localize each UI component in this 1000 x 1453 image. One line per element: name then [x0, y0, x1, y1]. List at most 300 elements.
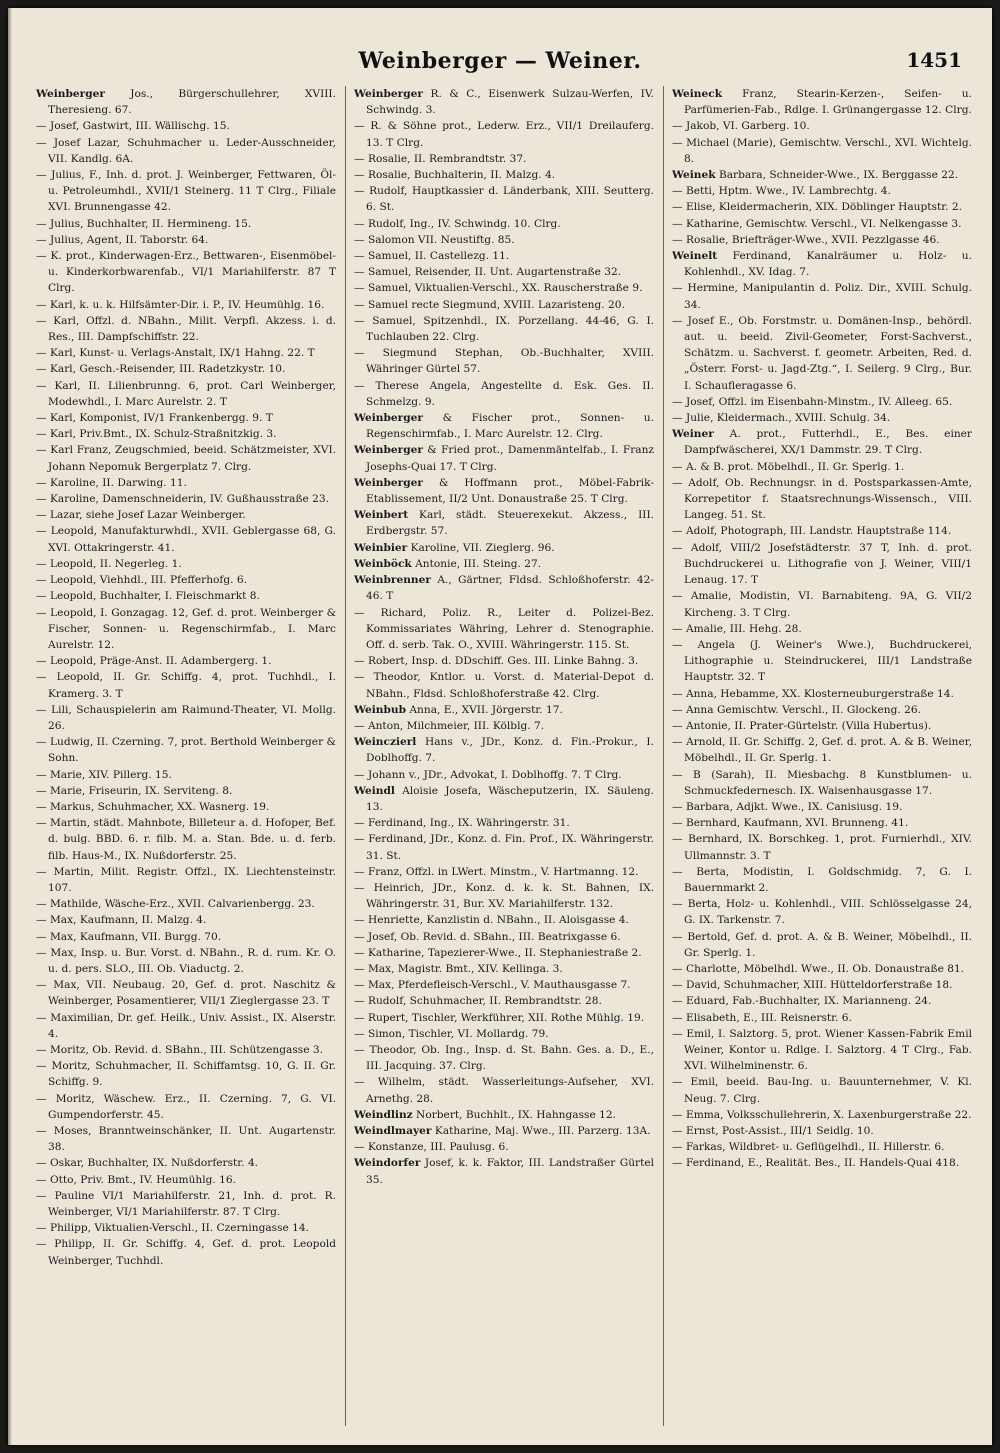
entry-text: — Siegmund Stephan, Ob.-Buchhalter, XVIII. Währinger Gürtel 57.	[354, 347, 654, 376]
directory-entry	[354, 767, 654, 783]
entry-text: — Johann v., JDr., Advokat, I. Doblhoffg. 7. T Clrg.	[354, 768, 622, 781]
directory-entry	[672, 961, 972, 977]
entry-text: — Bernhard, IX. Borschkeg. 1, prot. Furnierhdl., XIV. Ullmannstr. 3. T	[672, 833, 972, 862]
entry-text: — Maximilian, Dr. gef. Heilk., Univ. Assist., IX. Alserstr. 4.	[36, 1011, 336, 1040]
directory-entry	[354, 1107, 654, 1123]
entry-text: — Theodor, Kntlor. u. Vorst. d. Material-Depot d. NBahn., Fldsd. Schloßhoferstraße 42. Clrg.	[354, 671, 654, 700]
entry-text: — Robert, Insp. d. DDschiff. Ges. III. Linke Bahng. 3.	[354, 655, 639, 668]
directory-entry	[354, 151, 654, 167]
entry-text: — Karl, Offzl. d. NBahn., Milit. Verpfl. Akzess. i. d. Res., III. Dampfschiffstr. 22.	[36, 314, 336, 344]
entry-text: — Samuel, Spitzenhdl., IX. Porzellang. 44-46, G. I. Tuchlauben 22. Clrg.	[354, 314, 654, 344]
entry-text: — Josef Lazar, Schuhmacher u. Leder-Ausschneider, VII. Kandlg. 6A.	[36, 136, 336, 165]
entry-text: — Rosalie, Briefträger-Wwe., XVII. Pezzlgasse 46.	[672, 233, 940, 246]
directory-entry	[672, 718, 972, 734]
entry-text: — Josef, Offzl. im Eisenbahn-Minstm., IV. Alleeg. 65.	[672, 395, 953, 408]
entry-surname: Weinberger	[354, 444, 423, 457]
directory-entry	[672, 1107, 972, 1123]
column-2	[354, 86, 654, 1426]
entry-text: — Philipp, II. Gr. Schiffg. 4, Gef. d. prot. Leopold Weinberger, Tuchhdl.	[36, 1238, 336, 1267]
directory-entry	[36, 783, 336, 799]
entry-text: — Leopold, Buchhalter, I. Fleischmarkt 8.	[36, 590, 260, 603]
directory-entry	[672, 459, 972, 475]
directory-entry	[36, 864, 336, 896]
directory-entry	[36, 588, 336, 604]
entry-text: — Karoline, II. Darwing. 11.	[36, 476, 187, 489]
entry-text: — R. & Söhne prot., Lederw. Erz., VII/1 Dreilauferg. 13. T Clrg.	[354, 120, 654, 149]
entry-text: — Otto, Priv. Bmt., IV. Heumühlg. 16.	[36, 1173, 236, 1186]
directory-entry	[672, 1155, 972, 1171]
directory-entry	[672, 523, 972, 539]
entry-text: — Julius, Agent, II. Taborstr. 64.	[36, 233, 209, 246]
entry-text: — Josef, Gastwirt, III. Wällischg. 15.	[36, 120, 230, 133]
directory-entry	[672, 394, 972, 410]
entry-surname: Weindlinz	[354, 1108, 413, 1121]
directory-entry	[354, 831, 654, 863]
directory-entry	[354, 815, 654, 831]
page-header	[38, 44, 962, 80]
directory-entry	[354, 280, 654, 296]
entry-text: — Bertold, Gef. d. prot. A. & B. Weiner, Möbelhdl., II. Gr. Sperlg. 1.	[672, 930, 972, 959]
entry-text: R. & C., Eisenwerk Sulzau-Werfen, IV. Schwindg. 3.	[366, 88, 654, 117]
entry-text: — Bernhard, Kaufmann, XVI. Brunneng. 41.	[672, 817, 909, 830]
entry-text: — Max, Pferdefleisch-Verschl., V. Mauthausgasse 7.	[354, 979, 631, 992]
directory-entry	[672, 993, 972, 1009]
entry-text: & Hoffmann prot., Möbel-Fabrik-Etablissement, II/2 Unt. Donaustraße 25. T Clrg.	[366, 476, 654, 506]
directory-entry	[36, 297, 336, 313]
entry-text: — Adolf, Photograph, III. Landstr. Hauptstraße 114.	[672, 525, 952, 538]
entry-text: — Adolf, VIII/2 Josefstädterstr. 37 T, Inh. d. prot. Buchdruckerei u. Lithografie von J. Weiner, VIII/1 Lenaug. 17. T	[672, 541, 972, 587]
directory-entry	[36, 135, 336, 167]
entry-surname: Weineck	[672, 88, 723, 100]
running-title: Weinberger — Weiner.	[358, 48, 642, 74]
directory-entry	[672, 637, 972, 686]
directory-entry	[354, 345, 654, 377]
entry-text: — Ferdinand, E., Realität. Bes., II. Handels-Quai 418.	[672, 1157, 960, 1170]
entry-text: — Julius, F., Inh. d. prot. J. Weinberger, Fettwaren, Öl- u. Petroleumhdl., XVII/1 Steinerg. 11 T Clrg., Filiale XVI. Brunnengasse 42.	[36, 169, 336, 214]
directory-entry	[36, 345, 336, 361]
directory-entry	[354, 734, 654, 766]
directory-entry	[354, 264, 654, 280]
directory-entry	[672, 864, 972, 896]
directory-entry	[672, 1139, 972, 1155]
entry-surname: Weinberger	[354, 88, 423, 100]
entry-surname: Weinbub	[354, 703, 407, 716]
directory-entry	[672, 734, 972, 766]
entry-text: — Karl Franz, Zeugschmied, beeid. Schätzmeister, XVI. Johann Nepomuk Bergerplatz 7. Clrg.	[36, 444, 336, 473]
entry-surname: Weinczierl	[354, 736, 417, 749]
directory-entry	[354, 313, 654, 345]
directory-entry	[354, 669, 654, 701]
directory-entry	[36, 1010, 336, 1042]
directory-entry	[354, 702, 654, 718]
directory-entry	[36, 702, 336, 734]
directory-entry	[354, 167, 654, 183]
entry-text: — Max, Insp. u. Bur. Vorst. d. NBahn., R. d. rum. Kr. O. u. d. pers. SLO., III. Ob. Viaductg. 2.	[36, 946, 336, 975]
entry-text: — Karl, Kunst- u. Verlags-Anstalt, IX/1 Hahng. 22. T	[36, 347, 315, 360]
entry-text: — Heinrich, JDr., Konz. d. k. k. St. Bahnen, IX. Währingerstr. 31, Bur. XV. Mariahilferstr. 132.	[354, 881, 654, 911]
directory-entry	[672, 686, 972, 702]
directory-entry	[354, 912, 654, 928]
directory-entry	[354, 216, 654, 232]
directory-entry	[354, 556, 654, 572]
directory-entry	[672, 248, 972, 280]
entry-text: — Katharine, Tapezierer-Wwe., II. Stephaniestraße 2.	[354, 946, 642, 959]
entry-text: — Arnold, II. Gr. Schiffg. 2, Gef. d. prot. A. & B. Weiner, Möbelhdl., II. Gr. Sperlg. 1.	[672, 736, 972, 765]
directory-entry	[672, 815, 972, 831]
directory-entry	[354, 442, 654, 474]
directory-entry	[36, 1042, 336, 1058]
directory-entry	[36, 945, 336, 977]
entry-text: — Leopold, Präge-Anst. II. Adambergerg. 1.	[36, 655, 272, 668]
directory-entry	[36, 912, 336, 928]
entry-text: Jos., Bürgerschullehrer, XVIII. Theresieng. 67.	[48, 88, 336, 117]
directory-entry	[672, 702, 972, 718]
directory-entry	[36, 426, 336, 442]
entry-text: — Lazar, siehe Josef Lazar Weinberger.	[36, 509, 246, 522]
entry-text: Aloisie Josefa, Wäscheputzerin, IX. Säuleng. 13.	[366, 784, 654, 813]
entry-text: — Emil, beeid. Bau-Ing. u. Bauunternehmer, V. Kl. Neug. 7. Clrg.	[672, 1076, 972, 1105]
entry-text: — Leopold, II. Gr. Schiffg. 4, prot. Tuchhdl., I. Kramerg. 3. T	[36, 671, 336, 700]
entry-surname: Weindl	[354, 784, 395, 797]
entry-surname: Weinbert	[354, 509, 409, 522]
entry-text: — Rosalie, Buchhalterin, II. Malzg. 4.	[354, 169, 556, 182]
directory-entry	[36, 86, 336, 118]
entry-text: — Samuel recte Siegmund, XVIII. Lazaristeng. 20.	[354, 298, 625, 311]
entry-text: — Jakob, VI. Garberg. 10.	[672, 120, 810, 133]
directory-entry	[36, 1220, 336, 1236]
entry-surname: Weindorfer	[354, 1157, 421, 1170]
directory-entry	[36, 556, 336, 572]
directory-entry	[36, 605, 336, 654]
entry-text: — Berta, Holz- u. Kohlenhdl., VIII. Schlösselgasse 24, G. IX. Tarkenstr. 7.	[672, 898, 972, 927]
directory-entry	[672, 118, 972, 134]
directory-entry	[36, 216, 336, 232]
entry-surname: Weinbier	[354, 541, 408, 554]
entry-text: — Anton, Milchmeier, III. Kölblg. 7.	[354, 719, 545, 732]
entry-text: — Anna, Hebamme, XX. Klosterneuburgerstraße 14.	[672, 687, 954, 700]
entry-text: — Berta, Modistin, I. Goldschmidg. 7, G. I. Bauernmarkt 2.	[672, 865, 972, 894]
entry-text: — Martin, Milit. Registr. Offzl., IX. Liechtensteinstr. 107.	[36, 865, 336, 894]
directory-entry	[36, 1155, 336, 1171]
entry-surname: Weinberger	[354, 476, 423, 489]
entry-text: — Samuel, Viktualien-Verschl., XX. Rauscherstraße 9.	[354, 282, 643, 295]
entry-surname: Weindlmayer	[354, 1125, 432, 1137]
directory-entry	[672, 896, 972, 928]
entry-text: Karl, städt. Steuerexekut. Akzess., III. Erdbergstr. 57.	[366, 509, 654, 538]
entry-text: — Karoline, Damenschneiderin, IV. Gußhausstraße 23.	[36, 493, 330, 506]
directory-entry	[354, 864, 654, 880]
directory-entry	[354, 1042, 654, 1074]
entry-text: Katharine, Maj. Wwe., III. Parzerg. 13A.	[431, 1125, 651, 1137]
entry-text: Barbara, Schneider-Wwe., IX. Berggasse 22.	[715, 169, 959, 182]
entry-text: — Josef E., Ob. Forstmstr. u. Domänen-Insp., behördl. aut. u. beeid. Zivil-Geometer, Forst-Sachverst., Schätzm. u. Sachverst. f. geometr. Arbeiten, Red. d. „Österr. Forst- u. Jagd-Ztg.“, I. Seilerg. 9 Clrg., Bur. I. Schaufleragasse 6.	[672, 314, 972, 392]
directory-entry	[354, 783, 654, 815]
entry-text: — Adolf, Ob. Rechnungsr. in d. Postsparkassen-Amte, Korrepetitor f. Staatsrechnungs-Wissensch., VIII. Langeg. 51. St.	[672, 476, 972, 522]
directory-entry	[672, 313, 972, 394]
entry-text: — David, Schuhmacher, XIII. Hütteldorferstraße 18.	[672, 979, 953, 992]
directory-entry	[36, 1123, 336, 1155]
directory-entry	[672, 86, 972, 118]
entry-text: — Pauline VI/1 Mariahilferstr. 21, Inh. d. prot. R. Weinberger, VI/1 Mariahilferstr. 87. T Clrg.	[36, 1189, 336, 1219]
directory-page	[8, 8, 992, 1445]
directory-entry	[672, 621, 972, 637]
entry-text: — Julie, Kleidermach., XVIII. Schulg. 34.	[672, 412, 891, 425]
directory-entry	[36, 896, 336, 912]
entry-text: — Betti, Hptm. Wwe., IV. Lambrechtg. 4.	[672, 185, 891, 198]
directory-entry	[354, 653, 654, 669]
directory-entry	[36, 232, 336, 248]
directory-entry	[36, 1172, 336, 1188]
directory-entry	[354, 1026, 654, 1042]
directory-entry	[36, 167, 336, 216]
directory-entry	[672, 475, 972, 524]
entry-text: — B (Sarah), II. Miesbachg. 8 Kunstblumen- u. Schmuckfedernesch. IX. Waisenhausgasse 17.	[672, 768, 972, 797]
entry-text: Ferdinand, Kanalräumer u. Holz- u. Kohlenhdl., XV. Idag. 7.	[684, 250, 972, 279]
directory-entry	[36, 1091, 336, 1123]
entry-text: — Emma, Volksschullehrerin, X. Laxenburgerstraße 22.	[672, 1108, 972, 1121]
entry-text: & Fischer prot., Sonnen- u. Regenschirmfab., I. Marc Aurelstr. 12. Clrg.	[366, 412, 654, 441]
entry-text: — Max, Magistr. Bmt., XIV. Kellinga. 3.	[354, 962, 563, 975]
directory-entry	[354, 605, 654, 654]
directory-entry	[36, 572, 336, 588]
directory-entry	[36, 669, 336, 701]
entry-text: — Ferdinand, JDr., Konz. d. Fin. Prof., IX. Währingerstr. 31. St.	[354, 833, 654, 862]
directory-entry	[354, 410, 654, 442]
directory-entry	[354, 540, 654, 556]
directory-entry	[354, 945, 654, 961]
directory-entry	[36, 442, 336, 474]
entry-text: — Oskar, Buchhalter, IX. Nußdorferstr. 4.	[36, 1157, 259, 1170]
directory-entry	[354, 977, 654, 993]
entry-text: — Salomon VII. Neustiftg. 85.	[354, 233, 515, 246]
entry-text: Norbert, Buchhlt., IX. Hahngasse 12.	[412, 1108, 616, 1121]
entry-surname: Weinberger	[354, 412, 423, 425]
entry-text: — Marie, XIV. Pillerg. 15.	[36, 768, 172, 781]
entry-text: Hans v., JDr., Konz. d. Fin.-Prokur., I. Doblhoffg. 7.	[366, 736, 654, 765]
entry-text: & Fried prot., Damenmäntelfab., I. Franz Josephs-Quai 17. T Clrg.	[366, 444, 654, 473]
directory-entry	[354, 880, 654, 912]
directory-entry	[354, 1123, 654, 1139]
directory-entry	[354, 118, 654, 150]
entry-text: — Karl, II. Lilienbrunng. 6, prot. Carl Weinberger, Modewhdl., I. Marc Aurelstr. 2. T	[36, 379, 336, 408]
entry-text: — Katharine, Gemischtw. Verschl., VI. Nelkengasse 3.	[672, 217, 962, 230]
entry-text: — Karl, Priv.Bmt., IX. Schulz-Straßnitzkig. 3.	[36, 428, 277, 441]
directory-entry	[672, 232, 972, 248]
directory-entry	[354, 1139, 654, 1155]
column-3	[672, 86, 972, 1426]
directory-entry	[354, 1010, 654, 1026]
directory-entry	[36, 378, 336, 410]
entry-text: — Max, Kaufmann, II. Malzg. 4.	[36, 914, 207, 927]
entry-text: — Elise, Kleidermacherin, XIX. Döblinger Hauptstr. 2.	[672, 201, 962, 214]
entry-text: — K. prot., Kinderwagen-Erz., Bettwaren-, Eisenmöbel- u. Kinderkorbwarenfab., VI/1 Mariahilferstr. 87 T Clrg.	[36, 250, 336, 295]
entry-text: Anna, E., XVII. Jörgerstr. 17.	[406, 703, 563, 716]
directory-entry	[354, 993, 654, 1009]
entry-text: — Leopold, I. Gonzagag. 12, Gef. d. prot. Weinberger & Fischer, Sonnen- u. Regenschirmfab., I. Marc Aurelstr. 12.	[36, 606, 336, 651]
entry-text: — Henriette, Kanzlistin d. NBahn., II. Aloisgasse 4.	[354, 914, 629, 927]
entry-text: — Angela (J. Weiner's Wwe.), Buchdruckerei, Lithographie u. Steindruckerei, III/1 Landstraße Hauptstr. 32. T	[672, 638, 972, 684]
directory-entry	[672, 410, 972, 426]
directory-entry	[672, 216, 972, 232]
directory-entry	[36, 734, 336, 766]
entry-text: — Ferdinand, Ing., IX. Währingerstr. 31.	[354, 817, 570, 830]
column-divider	[345, 86, 346, 1426]
directory-entry	[672, 1026, 972, 1075]
directory-entry	[36, 118, 336, 134]
entry-text: — Theodor, Ob. Ing., Insp. d. St. Bahn. Ges. a. D., E., III. Jacquing. 37. Clrg.	[354, 1043, 654, 1073]
directory-entry	[36, 313, 336, 345]
directory-entry	[354, 572, 654, 604]
directory-entry	[354, 507, 654, 539]
directory-entry	[36, 507, 336, 523]
entry-text: — Samuel, Reisender, II. Unt. Augartenstraße 32.	[354, 266, 622, 279]
directory-entry	[354, 86, 654, 118]
entry-text: — Moritz, Wäschew. Erz., II. Czerning. 7, G. VI. Gumpendorferstr. 45.	[36, 1092, 336, 1121]
directory-entry	[354, 378, 654, 410]
entry-text: — Franz, Offzl. in LWert. Minstm., V. Hartmanng. 12.	[354, 865, 639, 878]
column-divider	[663, 86, 664, 1426]
directory-entry	[36, 1236, 336, 1268]
entry-text: — Ludwig, II. Czerning. 7, prot. Berthold Weinberger & Sohn.	[36, 736, 336, 765]
directory-entry	[36, 248, 336, 297]
directory-entry	[672, 167, 972, 183]
entry-text: — A. & B. prot. Möbelhdl., II. Gr. Sperlg. 1.	[672, 460, 905, 473]
directory-entry	[354, 183, 654, 215]
entry-text: — Rudolf, Ing., IV. Schwindg. 10. Clrg.	[354, 217, 561, 230]
entry-text: — Lili, Schauspielerin am Raimund-Theater, VI. Mollg. 26.	[36, 703, 336, 732]
entry-surname: Weinelt	[672, 250, 718, 263]
directory-entry	[36, 410, 336, 426]
entry-text: — Eduard, Fab.-Buchhalter, IX. Marianneng. 24.	[672, 995, 932, 1008]
page-number: 1451	[906, 48, 962, 72]
entry-text: — Konstanze, III. Paulusg. 6.	[354, 1141, 509, 1154]
entry-text: — Amalie, Modistin, VI. Barnabiteng. 9A, G. VII/2 Kircheng. 3. T Clrg.	[672, 590, 972, 619]
entry-text: — Rupert, Tischler, Werkführer, XII. Rothe Mühlg. 19.	[354, 1011, 645, 1024]
directory-entry	[672, 767, 972, 799]
entry-text: — Martin, städt. Mahnbote, Billeteur a. d. Hofoper, Bef. d. bulg. BBD. 6. r. filb. M. a. Stan. Bde. u. d. ferb. filb. Haus-M., IX. Nußdorferstr. 25.	[36, 817, 336, 862]
directory-entry	[354, 929, 654, 945]
directory-entry	[36, 475, 336, 491]
directory-entry	[36, 653, 336, 669]
directory-entry	[672, 588, 972, 620]
entry-text: — Moritz, Schuhmacher, II. Schiffamtsg. 10, G. II. Gr. Schiffg. 9.	[36, 1060, 336, 1089]
entry-text: — Simon, Tischler, VI. Mollardg. 79.	[354, 1027, 549, 1040]
directory-entry	[36, 1188, 336, 1220]
directory-entry	[36, 361, 336, 377]
directory-entry	[672, 831, 972, 863]
entry-text: — Philipp, Viktualien-Verschl., II. Czerningasse 14.	[36, 1222, 310, 1235]
directory-entry	[672, 799, 972, 815]
entry-text: Antonie, III. Steing. 27.	[411, 557, 542, 570]
directory-entry	[672, 1010, 972, 1026]
entry-text: — Farkas, Wildbret- u. Geflügelhdl., II. Hillerstr. 6.	[672, 1141, 945, 1154]
entry-text: — Moses, Branntweinschänker, II. Unt. Augartenstr. 38.	[36, 1125, 336, 1154]
directory-entry	[672, 183, 972, 199]
entry-text: — Rudolf, Hauptkassier d. Länderbank, XIII. Seutterg. 6. St.	[354, 185, 654, 214]
entry-text: — Emil, I. Salztorg. 5, prot. Wiener Kassen-Fabrik Emil Weiner, Kontor u. Rdlge. I. Salztorg. 4 T Clrg., Fab. XVI. Wilhelminenstr. 6.	[672, 1027, 972, 1073]
entry-text: — Leopold, Viehhdl., III. Pfefferhofg. 6.	[36, 574, 247, 587]
entry-text: — Karl, Gesch.-Reisender, III. Radetzkystr. 10.	[36, 363, 286, 376]
directory-entry	[354, 718, 654, 734]
entry-text: — Samuel, II. Castellezg. 11.	[354, 250, 510, 263]
directory-entry	[36, 977, 336, 1009]
entry-text: — Hermine, Manipulantin d. Poliz. Dir., XVIII. Schulg. 34.	[672, 282, 972, 311]
directory-entry	[672, 977, 972, 993]
entry-surname: Weinböck	[354, 557, 412, 570]
entry-text: — Karl, k. u. k. Hilfsämter-Dir. i. P., IV. Heumühlg. 16.	[36, 298, 325, 311]
entry-text: Karoline, VII. Zieglerg. 96.	[407, 541, 555, 554]
directory-entry	[36, 815, 336, 864]
entry-text: — Max, VII. Neubaug. 20, Gef. d. prot. Naschitz & Weinberger, Posamentierer, VII/1 Zieglergasse 23. T	[36, 979, 336, 1008]
directory-entry	[672, 426, 972, 458]
entry-text: — Antonie, II. Prater-Gürtelstr. (Villa Hubertus).	[672, 719, 932, 732]
entry-text: — Max, Kaufmann, VII. Burgg. 70.	[36, 930, 222, 943]
entry-text: — Leopold, Manufakturwhdl., XVII. Geblergasse 68, G. XVI. Ottakringerstr. 41.	[36, 525, 336, 554]
directory-entry	[36, 799, 336, 815]
directory-entry	[354, 961, 654, 977]
directory-entry	[354, 232, 654, 248]
entry-text: — Marie, Friseurin, IX. Serviteng. 8.	[36, 784, 233, 797]
directory-entry	[354, 248, 654, 264]
entry-text: — Wilhelm, städt. Wasserleitungs-Aufseher, XVI. Arnethg. 28.	[354, 1076, 654, 1105]
directory-entry	[672, 135, 972, 167]
entry-text: Franz, Stearin-Kerzen-, Seifen- u. Parfümerien-Fab., Rdlge. I. Grünangergasse 12. Clrg.	[684, 88, 972, 117]
entry-text: — Richard, Poliz. R., Leiter d. Polizei-Bez. Kommissariates Währing, Lehrer d. Stenographie. Off. d. serb. Tak. O., XVIII. Währingerstr. 115. St.	[354, 606, 654, 651]
directory-entry	[672, 540, 972, 589]
entry-text: Josef, k. k. Faktor, III. Landstraßer Gürtel 35.	[366, 1157, 654, 1186]
entry-text: — Charlotte, Möbelhdl. Wwe., II. Ob. Donaustraße 81.	[672, 962, 965, 975]
entry-surname: Weinbrenner	[354, 574, 431, 587]
entry-text: — Leopold, II. Negerleg. 1.	[36, 557, 182, 570]
directory-entry	[672, 199, 972, 215]
directory-entry	[36, 929, 336, 945]
entry-text: A., Gärtner, Fldsd. Schloßhoferstr. 42-46. T	[366, 574, 654, 603]
directory-entry	[672, 1074, 972, 1106]
entry-text: — Anna Gemischtw. Verschl., II. Glockeng. 26.	[672, 703, 921, 716]
directory-entry	[36, 1058, 336, 1090]
entry-text: — Julius, Buchhalter, II. Hermineng. 15.	[36, 217, 252, 230]
entry-text: — Karl, Komponist, IV/1 Frankenbergg. 9. T	[36, 412, 273, 425]
entry-surname: Weinek	[672, 169, 716, 182]
entry-text: — Rudolf, Schuhmacher, II. Rembrandtstr. 28.	[354, 995, 602, 1008]
directory-entry	[354, 475, 654, 507]
directory-entry	[354, 1155, 654, 1187]
entry-text: — Rosalie, II. Rembrandtstr. 37.	[354, 152, 527, 165]
directory-entry	[36, 491, 336, 507]
column-1	[36, 86, 336, 1426]
entry-surname: Weinberger	[36, 88, 105, 100]
entry-text: — Markus, Schuhmacher, XX. Wasnerg. 19.	[36, 800, 270, 813]
directory-entry	[36, 523, 336, 555]
entry-surname: Weiner	[672, 428, 714, 441]
directory-entry	[354, 297, 654, 313]
entry-text: — Michael (Marie), Gemischtw. Verschl., XVI. Wichtelg. 8.	[672, 136, 972, 165]
entry-text: A. prot., Futterhdl., E., Bes. einer Dampfwäscherei, XX/1 Dammstr. 29. T Clrg.	[684, 428, 972, 457]
entry-text: — Ernst, Post-Assist., III/1 Seidlg. 10.	[672, 1125, 874, 1137]
page-binding-edge	[8, 8, 12, 1445]
directory-columns	[36, 86, 980, 1426]
directory-entry	[354, 1074, 654, 1106]
entry-text: — Amalie, III. Hehg. 28.	[672, 622, 802, 635]
entry-text: — Moritz, Ob. Revid. d. SBahn., III. Schützengasse 3.	[36, 1043, 323, 1056]
entry-text: — Therese Angela, Angestellte d. Esk. Ges. II. Schmelzg. 9.	[354, 379, 654, 408]
directory-entry	[672, 280, 972, 312]
entry-text: — Barbara, Adjkt. Wwe., IX. Canisiusg. 19.	[672, 800, 903, 813]
directory-entry	[672, 929, 972, 961]
entry-text: — Josef, Ob. Revid. d. SBahn., III. Beatrixgasse 6.	[354, 930, 621, 943]
directory-entry	[36, 767, 336, 783]
directory-entry	[672, 1123, 972, 1139]
